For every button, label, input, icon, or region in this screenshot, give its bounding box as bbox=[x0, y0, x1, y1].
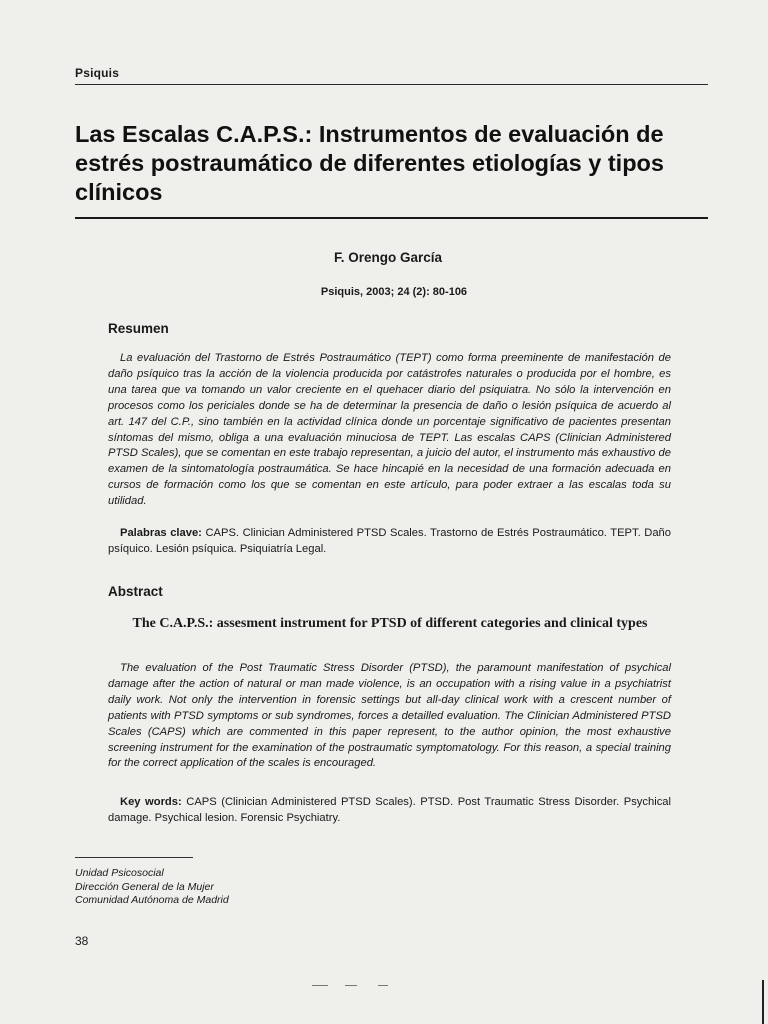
article-title: Las Escalas C.A.P.S.: Instrumentos de evaluación de estrés postraumático de diferentes etiologías y tipos clínicos bbox=[75, 121, 664, 205]
affiliation-line-3: Comunidad Autónoma de Madrid bbox=[75, 894, 229, 906]
resumen-text: La evaluación del Trastorno de Estrés Postraumático (TEPT) como forma preeminente de manifestación de daño psíquico tras la acción de la violencia producida por catástrofes naturales o producida por el hombre, es una tarea que va tomando un valor creciente en el quehacer diario del psiquiatra. No sólo la intervención en procesos como los periciales donde se ha de determinar la presencia de daño o lesión psíquica de acuerdo al art. 147 del C.P., sino también en la actividad clínica donde un porcentaje significativo de pacientes presentan síntomas del mismo, obliga a una evaluación minuciosa de TEPT. Las escalas CAPS (Clinician Administered PTSD Scales), que se comentan en este trabajo representan, a juicio del autor, el instrumento más exhaustivo de examen de la sintomatología postraumática. Se hace hincapié en la necesidad de una formación adecuada en cursos de formación como los que se comentan en este artículo, para poder extraer a las escalas toda su utilidad. bbox=[108, 352, 671, 508]
running-head: Psiquis bbox=[75, 66, 120, 80]
author-affiliation bbox=[75, 867, 229, 908]
abstract-heading: Abstract bbox=[108, 584, 163, 599]
scan-artifact bbox=[312, 985, 328, 986]
scan-artifact bbox=[378, 985, 388, 986]
palabras-clave-text: CAPS. Clinician Administered PTSD Scales. Trastorno de Estrés Postraumático. TEPT. Daño psíquico. Lesión psíquica. Psiquiatría Legal. bbox=[108, 527, 671, 555]
key-words bbox=[108, 795, 671, 827]
title-rule bbox=[75, 217, 708, 219]
affiliation-line-2: Dirección General de la Mujer bbox=[75, 880, 214, 893]
key-words-text: CAPS (Clinician Administered PTSD Scales). PTSD. Post Traumatic Stress Disorder. Psychical damage. Psychical lesion. Forensic Psychiatry. bbox=[108, 796, 671, 824]
english-title: The C.A.P.S.: assesment instrument for PTSD of different categories and clinical types bbox=[132, 616, 648, 631]
header-rule bbox=[75, 84, 708, 85]
key-words-label: Key words: bbox=[120, 796, 182, 808]
abstract-text: The evaluation of the Post Traumatic Stress Disorder (PTSD), the paramount manifestation of psychical damage after the action of natural or man made violence, is an occupation with a rising value in a psychiatrist daily work. Not only the intervention in forensic settings but all-day clinical work with a crescent number of patients with PTSD symptoms or sub syndromes, forces a detailled evaluation. The Clinician Administered PTSD Scales (CAPS) which are commented in this paper represent, to the author opinion, the most exhaustive screening instrument for the examination of the postraumatic symptomatology. For this reason, a special training for the correct application of the scales is encouraged. bbox=[108, 662, 671, 770]
author-name: F. Orengo García bbox=[333, 250, 443, 265]
scan-edge-mark bbox=[762, 980, 764, 1024]
palabras-clave bbox=[108, 526, 671, 558]
palabras-clave-label: Palabras clave: bbox=[120, 527, 202, 539]
affiliation-line-1: Unidad Psicosocial bbox=[75, 867, 164, 879]
footnote-rule bbox=[75, 857, 193, 858]
scan-artifact bbox=[345, 985, 357, 986]
page-number: 38 bbox=[75, 934, 89, 948]
citation: Psiquis, 2003; 24 (2): 80-106 bbox=[320, 286, 468, 298]
resumen-heading: Resumen bbox=[108, 321, 169, 336]
